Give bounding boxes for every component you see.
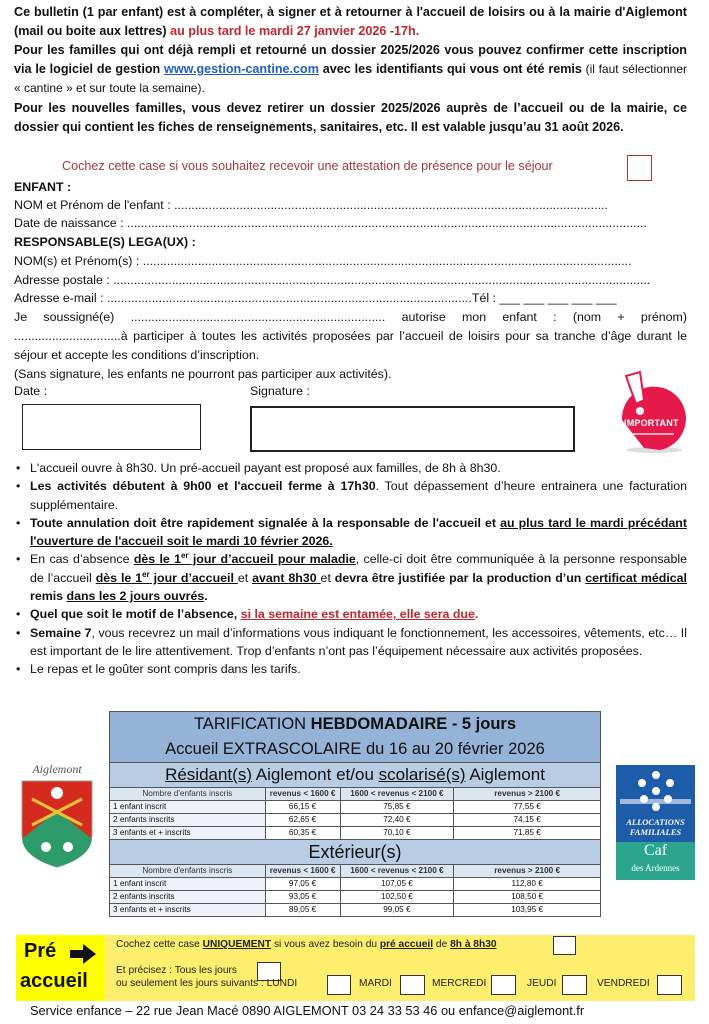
pre-accueil-line2: Et précisez : Tous les jours — [116, 965, 237, 976]
intro-paragraph-3: Pour les nouvelles familles, vous devez retirer un dossier 2025/2026 auprès de l’accueil ou de la mairie, ce dossier qui contient les fiches de renseignements, sanitaires, etc. Il est valable jusqu’au 31 août 2026. — [14, 101, 687, 134]
rule-item: • L'accueil ouvre à 8h30. Un pré-accueil payant est proposé aux familles, de 8h à 8h30. — [14, 459, 687, 477]
coat-of-arms-icon — [16, 777, 98, 869]
pre-accueil-label-1: Pré — [24, 940, 57, 962]
autorisation-paragraph: Je soussigné(e) .......................................................................... autorise mon enfant : (nom + prénom) ...............................à participer à toutes les activités proposées par l’accueil de loisirs pour sa tranche d’âge durant le séjour et accepte les conditions d’inscription. — [14, 310, 687, 362]
rule-item: • Semaine 7, vous recevrez un mail d’informations vous indiquant le fonctionnement, les accessoires, vêtements, etc… Il est important de le lire attentivement. Trop d’enfants n’ont pas l’équipement nécessaire aux activités proposées. — [14, 624, 687, 661]
aiglemont-logo-text: Aiglemont — [32, 762, 82, 776]
rule-item: • En cas d’absence dès le 1er jour d’accueil pour maladie, celle-ci doit être communiquée à la personne responsable de l’accueil dès le 1er jour d’accueil et avant 8h30 et devra être justifiée par la production d’un certificat médical remis dans les 2 jours ouvrés. — [14, 550, 687, 605]
responsable-name-field[interactable]: NOM(s) et Prénom(s) : .............................................................................................................................................. — [14, 254, 632, 268]
jeudi-checkbox[interactable] — [562, 975, 587, 995]
day-label-mardi: MARDI — [359, 978, 392, 989]
day-label-jeudi: JEUDI — [527, 978, 557, 989]
resident-heading: Résidant(s) Aiglemont et/ou scolarisé(s) Aiglemont — [110, 763, 601, 788]
signature-label: Signature : — [250, 384, 310, 398]
caf-line1: ALLOCATIONS — [626, 817, 685, 827]
enfant-heading: ENFANT : — [14, 180, 72, 194]
aiglemont-logo — [16, 762, 98, 870]
day-label-vendredi: VENDREDI — [597, 978, 650, 989]
table-row: 1 enfant inscrit 97,05 € 107,05 € 112,80 € — [110, 878, 601, 891]
resident-column-headers: Nombre d'enfants inscris revenus < 1600 € 1600 < revenus < 2100 € revenus > 2100 € — [110, 788, 601, 801]
attestation-label: Cochez cette case si vous souhaitez recevoir une attestation de présence pour le séjour — [62, 159, 553, 173]
arrow-right-icon — [70, 944, 96, 964]
lundi-checkbox[interactable] — [327, 975, 351, 995]
caf-name: Caf — [643, 842, 668, 859]
tarif-table — [109, 711, 601, 917]
pre-accueil-checkbox[interactable] — [553, 936, 576, 955]
date-input-box[interactable] — [22, 404, 201, 450]
rule-item: • Le repas et le goûter sont compris dans les tarifs. — [14, 660, 687, 678]
caf-logo — [616, 765, 695, 880]
date-label: Date : — [14, 384, 48, 398]
table-row: 2 enfants inscrits 62,65 € 72,40 € 74,15 € — [110, 814, 601, 827]
tarif-title: TARIFICATION HEBDOMADAIRE - 5 jours Accueil EXTRASCOLAIRE du 16 au 20 février 2026 — [110, 712, 601, 763]
table-row: 1 enfant inscrit 66,15 € 75,85 € 77,55 € — [110, 801, 601, 814]
deadline-text: au plus tard le mardi 27 janvier 2026 -17h. — [170, 24, 420, 38]
signature-note: (Sans signature, les enfants ne pourront pas participer aux activités). — [14, 367, 392, 381]
mardi-checkbox[interactable] — [400, 975, 425, 995]
vendredi-checkbox[interactable] — [657, 975, 682, 995]
rule-item: • Quel que soit le motif de l’absence, si la semaine est entamée, elle sera due. — [14, 605, 687, 623]
intro-paragraph-2: Pour les familles qui ont déjà rempli et retourné un dossier 2025/2026 vous pouvez confirmer cette inscription via le logiciel de gestion www.gestion-cantine.com avec les identifiants qui vous ont été remis (il faut sélectionner « cantine » et sur toute la semaine). — [14, 43, 687, 95]
enfant-name-field[interactable]: NOM et Prénom de l'enfant : .............................................................................................................................. — [14, 198, 608, 212]
signature-input-box[interactable] — [250, 406, 575, 452]
pre-accueil-line3: ou seulement les jours suivants : LUNDI — [116, 978, 298, 989]
tel-field[interactable]: ___ ___ ___ ___ ___ — [499, 291, 617, 305]
pre-accueil-label-2: accueil — [20, 970, 88, 992]
gestion-cantine-link[interactable]: www.gestion-cantine.com — [164, 62, 319, 76]
day-label-mercredi: MERCREDI — [432, 978, 487, 989]
exterieur-column-headers: Nombre d'enfants inscris revenus < 1600 € 1600 < revenus < 2100 € revenus > 2100 € — [110, 865, 601, 878]
rule-item: • Toute annulation doit être rapidement signalée à la responsable de l'accueil et au plus tard le mardi précédant l'ouverture de l'accueil soit le mardi 10 février 2026. — [14, 514, 687, 551]
exterieur-heading: Extérieur(s) — [110, 840, 601, 865]
table-row: 3 enfants et + inscrits 60,35 € 70,10 € 71,85 € — [110, 827, 601, 840]
responsable-email-field[interactable]: Adresse e-mail : ..........................................................................................................Tél : ___ ___ ___ ___ ___ — [14, 291, 617, 305]
mercredi-checkbox[interactable] — [491, 975, 516, 995]
exclamation-icon — [612, 370, 692, 455]
caf-family-icon — [616, 767, 695, 817]
important-text: IMPORTANT — [624, 418, 679, 428]
footer-contact: Service enfance – 22 rue Jean Macé 0890 AIGLEMONT 03 24 33 53 46 ou enfance@aiglemont.fr — [30, 1003, 585, 1018]
responsable-heading: RESPONSABLE(S) LEGA(UX) : — [14, 235, 196, 249]
table-row: 3 enfants et + inscrits 89,05 € 99,05 € 103,95 € — [110, 904, 601, 917]
intro-paragraph-1: Ce bulletin (1 par enfant) est à compléter, à signer et à retourner à l'accueil de loisirs ou à la mairie d'Aiglemont (mail ou boite aux lettres) au plus tard le mardi 27 janvier 2026 -17h. — [14, 5, 687, 38]
caf-sub: des Ardennes — [631, 863, 680, 873]
table-row: 2 enfants inscrits 93,05 € 102,50 € 108,50 € — [110, 891, 601, 904]
important-badge — [612, 370, 692, 455]
pre-accueil-line1: Cochez cette case UNIQUEMENT si vous avez besoin du pré accueil de 8h à 8h30 — [116, 939, 497, 950]
responsable-address-field[interactable]: Adresse postale : ............................................................................................................................................................ — [14, 273, 651, 287]
caf-line2: FAMILIALES — [629, 827, 682, 837]
rules-list — [14, 459, 687, 679]
enfant-birth-field[interactable]: Date de naissance : ....................................................................................................................................................... — [14, 216, 647, 230]
rule-item: • Les activités débutent à 9h00 et l'accueil ferme à 17h30. Tout dépassement d’heure entrainera une facturation supplémentaire. — [14, 477, 687, 514]
